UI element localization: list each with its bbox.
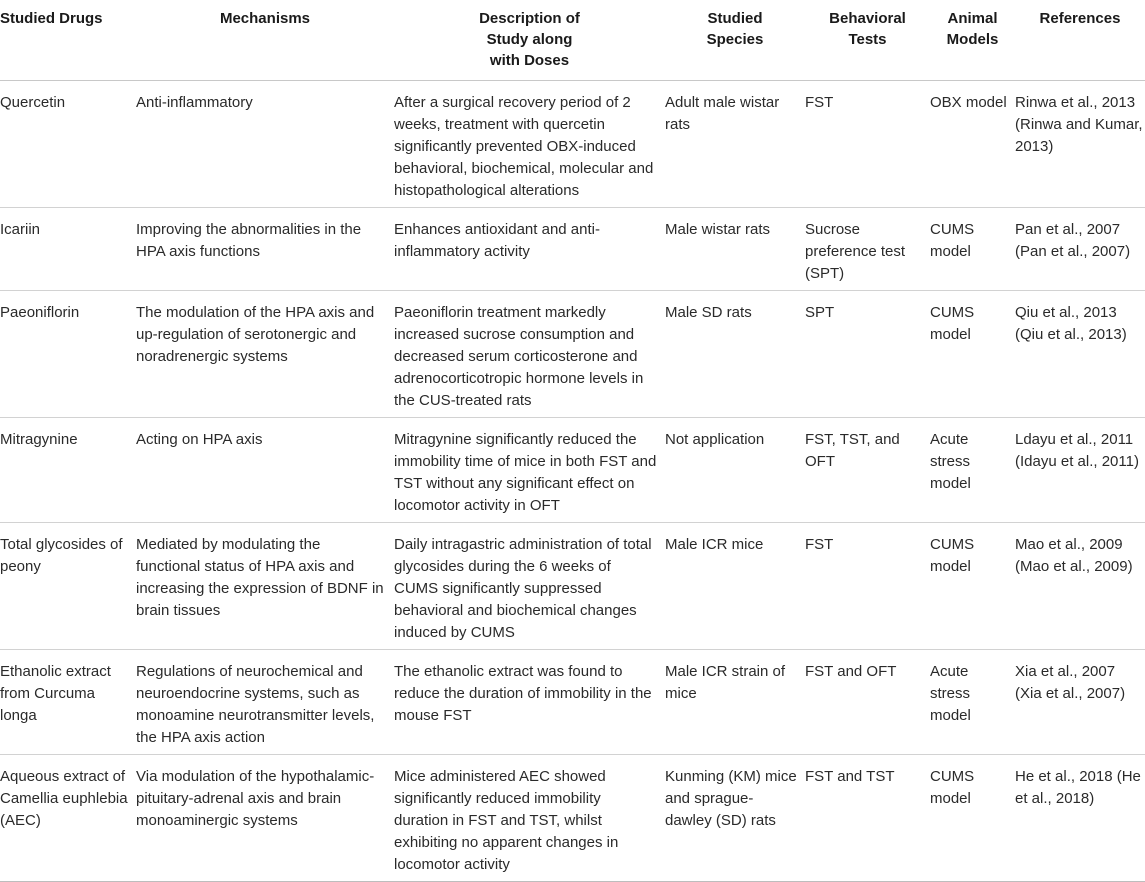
cell-species: Male SD rats — [665, 291, 805, 418]
cell-model: Acute stress model — [930, 650, 1015, 755]
cell-tests: FST and TST — [805, 755, 930, 882]
cell-tests: Sucrose preference test (SPT) — [805, 208, 930, 291]
cell-reference: Qiu et al., 2013 (Qiu et al., 2013) — [1015, 291, 1145, 418]
cell-description: Mice administered AEC showed significantly reduced immobility duration in FST and TST, whilst exhibiting no apparent changes in locomotor activity — [394, 755, 665, 882]
header-description: Description of Study along with Doses — [394, 0, 665, 81]
table-row — [0, 650, 1145, 755]
cell-description: Mitragynine significantly reduced the immobility time of mice in both FST and TST without any significant effect on locomotor activity in OFT — [394, 418, 665, 523]
cell-mechanism: Mediated by modulating the functional status of HPA axis and increasing the expression of BDNF in brain tissues — [136, 523, 394, 650]
cell-drug: Paeoniflorin — [0, 291, 136, 418]
table-row — [0, 523, 1145, 650]
cell-species: Kunming (KM) mice and sprague-dawley (SD) rats — [665, 755, 805, 882]
cell-model: OBX model — [930, 81, 1015, 208]
cell-species: Male ICR mice — [665, 523, 805, 650]
cell-description: Enhances antioxidant and anti-inflammatory activity — [394, 208, 665, 291]
cell-drug: Mitragynine — [0, 418, 136, 523]
cell-description: Daily intragastric administration of total glycosides during the 6 weeks of CUMS significantly suppressed behavioral and biochemical changes induced by CUMS — [394, 523, 665, 650]
table-row — [0, 755, 1145, 882]
cell-description: The ethanolic extract was found to reduce the duration of immobility in the mouse FST — [394, 650, 665, 755]
cell-drug: Quercetin — [0, 81, 136, 208]
cell-reference: Ldayu et al., 2011 (Idayu et al., 2011) — [1015, 418, 1145, 523]
cell-species: Adult male wistar rats — [665, 81, 805, 208]
table-row — [0, 81, 1145, 208]
cell-tests: SPT — [805, 291, 930, 418]
cell-drug: Icariin — [0, 208, 136, 291]
cell-drug: Total glycosides of peony — [0, 523, 136, 650]
cell-species: Not application — [665, 418, 805, 523]
cell-mechanism: Via modulation of the hypothalamic-pituitary-adrenal axis and brain monoaminergic systems — [136, 755, 394, 882]
cell-tests: FST — [805, 523, 930, 650]
cell-model: CUMS model — [930, 208, 1015, 291]
table-header — [0, 0, 1145, 81]
table-row — [0, 208, 1145, 291]
cell-description: Paeoniflorin treatment markedly increased sucrose consumption and decreased serum corticosterone and adrenocorticotropic hormone levels in the CUS-treated rats — [394, 291, 665, 418]
cell-tests: FST and OFT — [805, 650, 930, 755]
header-mechanisms: Mechanisms — [136, 0, 394, 81]
cell-species: Male ICR strain of mice — [665, 650, 805, 755]
cell-tests: FST — [805, 81, 930, 208]
cell-reference: Pan et al., 2007 (Pan et al., 2007) — [1015, 208, 1145, 291]
cell-model: CUMS model — [930, 755, 1015, 882]
cell-drug: Ethanolic extract from Curcuma longa — [0, 650, 136, 755]
cell-description: After a surgical recovery period of 2 weeks, treatment with quercetin significantly prevented OBX-induced behavioral, biochemical, molecular and histopathological alterations — [394, 81, 665, 208]
table-row — [0, 418, 1145, 523]
table-body — [0, 81, 1145, 882]
cell-model: CUMS model — [930, 291, 1015, 418]
cell-tests: FST, TST, and OFT — [805, 418, 930, 523]
header-behavioral-tests: Behavioral Tests — [805, 0, 930, 81]
cell-reference: Xia et al., 2007 (Xia et al., 2007) — [1015, 650, 1145, 755]
cell-mechanism: Anti-inflammatory — [136, 81, 394, 208]
header-row — [0, 0, 1145, 81]
header-studied-species: Studied Species — [665, 0, 805, 81]
cell-model: CUMS model — [930, 523, 1015, 650]
cell-mechanism: Regulations of neurochemical and neuroendocrine systems, such as monoamine neurotransmitter levels, the HPA axis action — [136, 650, 394, 755]
header-animal-models: Animal Models — [930, 0, 1015, 81]
cell-drug: Aqueous extract of Camellia euphlebia (AEC) — [0, 755, 136, 882]
cell-reference: He et al., 2018 (He et al., 2018) — [1015, 755, 1145, 882]
header-references: References — [1015, 0, 1145, 81]
cell-reference: Mao et al., 2009 (Mao et al., 2009) — [1015, 523, 1145, 650]
cell-model: Acute stress model — [930, 418, 1015, 523]
table-row — [0, 291, 1145, 418]
cell-mechanism: Improving the abnormalities in the HPA axis functions — [136, 208, 394, 291]
cell-mechanism: The modulation of the HPA axis and up-regulation of serotonergic and noradrenergic systems — [136, 291, 394, 418]
cell-mechanism: Acting on HPA axis — [136, 418, 394, 523]
cell-reference: Rinwa et al., 2013 (Rinwa and Kumar, 2013) — [1015, 81, 1145, 208]
cell-species: Male wistar rats — [665, 208, 805, 291]
header-studied-drugs: Studied Drugs — [0, 0, 136, 81]
